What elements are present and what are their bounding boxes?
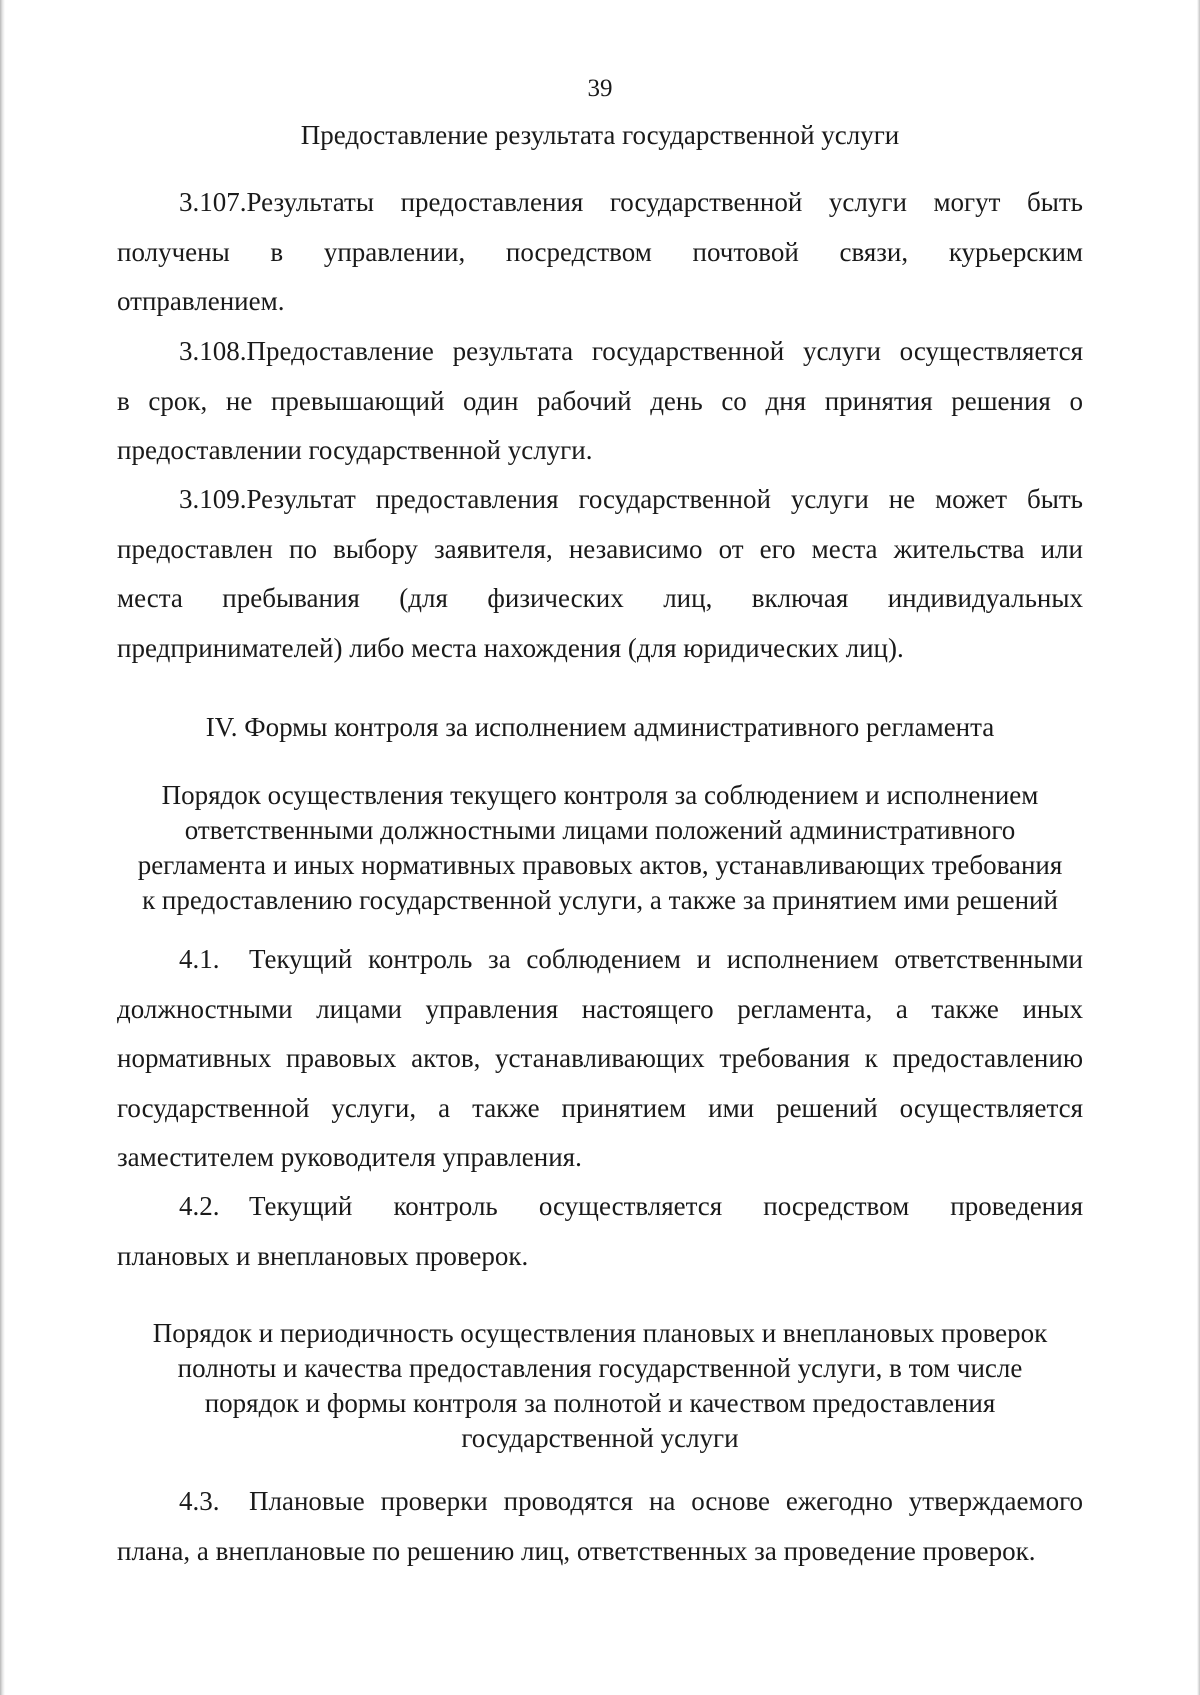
- paragraph-line: предоставлении государственной услуги.: [117, 435, 593, 465]
- paragraph-line: должностными лицами управления настоящего регламента, а также иных: [117, 993, 1083, 1024]
- paragraph-3-109: [117, 475, 1083, 673]
- paragraph-3-108: [117, 327, 1083, 476]
- paragraph-line: получены в управлении, посредством почтовой связи, курьерским: [117, 236, 1083, 267]
- paragraph-line: предпринимателей) либо места нахождения (для юридических лиц).: [117, 632, 904, 663]
- paragraph-line: [117, 935, 1083, 985]
- inspections-heading: [117, 1316, 1083, 1456]
- paragraph-line: плановых и внеплановых проверок.: [117, 1240, 529, 1271]
- paragraph-text: Текущий контроль за соблюдением и исполнением ответственными: [249, 944, 1083, 974]
- heading-line: регламента и иных нормативных правовых актов, устанавливающих требования: [137, 850, 1063, 880]
- paragraph-line: 3.108.Предоставление результата государственной услуги осуществляется: [179, 336, 1083, 366]
- paragraph-line: отправлением.: [117, 286, 285, 316]
- paragraph-line: государственной услуги, а также принятием ими решений осуществляется: [117, 1092, 1083, 1123]
- paragraph-number: 4.1.: [179, 944, 220, 974]
- heading-line: к предоставлению государственной услуги, а также за принятием ими решений: [142, 885, 1058, 915]
- paragraph-number: 4.2.: [179, 1191, 220, 1221]
- paragraph-line: заместителем руководителя управления.: [117, 1142, 582, 1172]
- paragraph-line: в срок, не превышающий один рабочий день со дня принятия решения о: [117, 385, 1083, 416]
- heading-line: порядок и формы контроля за полнотой и качеством предоставления: [204, 1388, 996, 1418]
- heading-line: Порядок и периодичность осуществления плановых и внеплановых проверок: [152, 1318, 1048, 1348]
- paragraph-number: 4.3.: [179, 1486, 220, 1516]
- heading-line: государственной услуги: [461, 1423, 739, 1453]
- paragraph-3-107: [117, 178, 1083, 327]
- paragraph-line: [117, 1182, 1083, 1232]
- section-heading-result: Предоставление результата государственной услуги: [300, 120, 900, 150]
- page-number: 39: [587, 75, 613, 102]
- paragraph-text: Плановые проверки проводятся на основе ежегодно утверждаемого: [249, 1486, 1083, 1516]
- heading-line: полноты и качества предоставления государственной услуги, в том числе: [177, 1353, 1023, 1383]
- paragraph-4-2: [117, 1182, 1083, 1281]
- paragraph-4-3: [117, 1477, 1083, 1576]
- paragraph-text: Текущий контроль осуществляется посредством проведения: [249, 1191, 1083, 1221]
- paragraph-4-1: [117, 935, 1083, 1183]
- paragraph-line: нормативных правовых актов, устанавливающих требования к предоставлению: [117, 1043, 1083, 1073]
- paragraph-line: предоставлен по выбору заявителя, независимо от его места жительства или: [117, 533, 1083, 564]
- current-control-heading: [117, 778, 1083, 918]
- heading-line: Порядок осуществления текущего контроля за соблюдением и исполнением: [161, 780, 1039, 810]
- paragraph-line: места пребывания (для физических лиц, включая индивидуальных: [117, 583, 1083, 613]
- chapter-iv-heading: IV. Формы контроля за исполнением административного регламента: [205, 712, 995, 742]
- paragraph-line: 3.107.Результаты предоставления государственной услуги могут быть: [179, 187, 1083, 217]
- heading-line: ответственными должностными лицами положений административного: [184, 815, 1016, 845]
- paragraph-line: 3.109.Результат предоставления государственной услуги не может быть: [179, 484, 1083, 514]
- paragraph-line: [117, 1477, 1083, 1527]
- scan-edge-left: [0, 0, 5, 1695]
- paragraph-line: плана, а внеплановые по решению лиц, ответственных за проведение проверок.: [117, 1535, 1036, 1566]
